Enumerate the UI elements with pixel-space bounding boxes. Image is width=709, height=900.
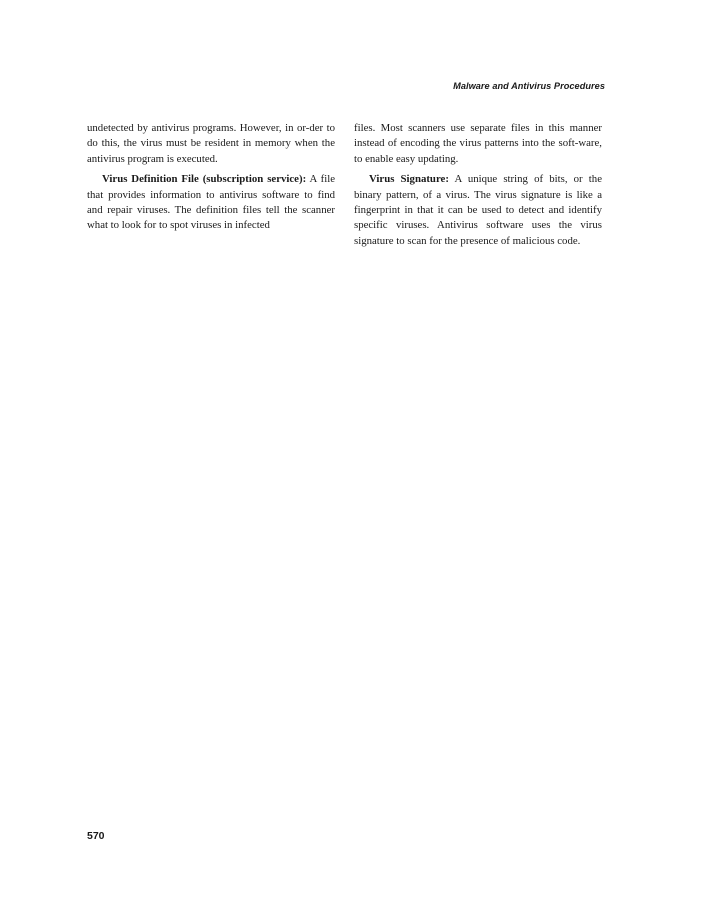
virus-signature-term: Virus Signature: xyxy=(369,173,449,186)
virus-definition-file-entry xyxy=(87,172,335,234)
running-head-title: Malware and Antivirus Procedures xyxy=(453,81,605,91)
virus-signature-entry xyxy=(354,172,602,249)
left-paragraph-continuation: undetected by antivirus programs. However, in or-der to do this, the virus must be resident in memory when the antivirus program is executed. xyxy=(87,122,335,165)
left-text-column xyxy=(87,121,335,234)
page-number: 570 xyxy=(87,830,105,842)
virus-signature-text: A unique string of bits, or the binary pattern, of a virus. The virus signature is like a fingerprint in that it can be used to detect and identify specific viruses. Antivirus software uses the virus signature to scan for the presence of malicious code. xyxy=(354,173,602,247)
virus-definition-file-text: A file that provides information to antivirus software to find and repair viruses. The definition files tell the scanner what to look for to spot viruses in infected xyxy=(87,173,335,232)
virus-definition-file-term: Virus Definition File (subscription service): xyxy=(102,173,307,186)
right-paragraph-continuation: files. Most scanners use separate files in this manner instead of encoding the virus patterns into the soft-ware, to enable easy updating. xyxy=(354,122,602,165)
right-text-column xyxy=(354,121,602,249)
